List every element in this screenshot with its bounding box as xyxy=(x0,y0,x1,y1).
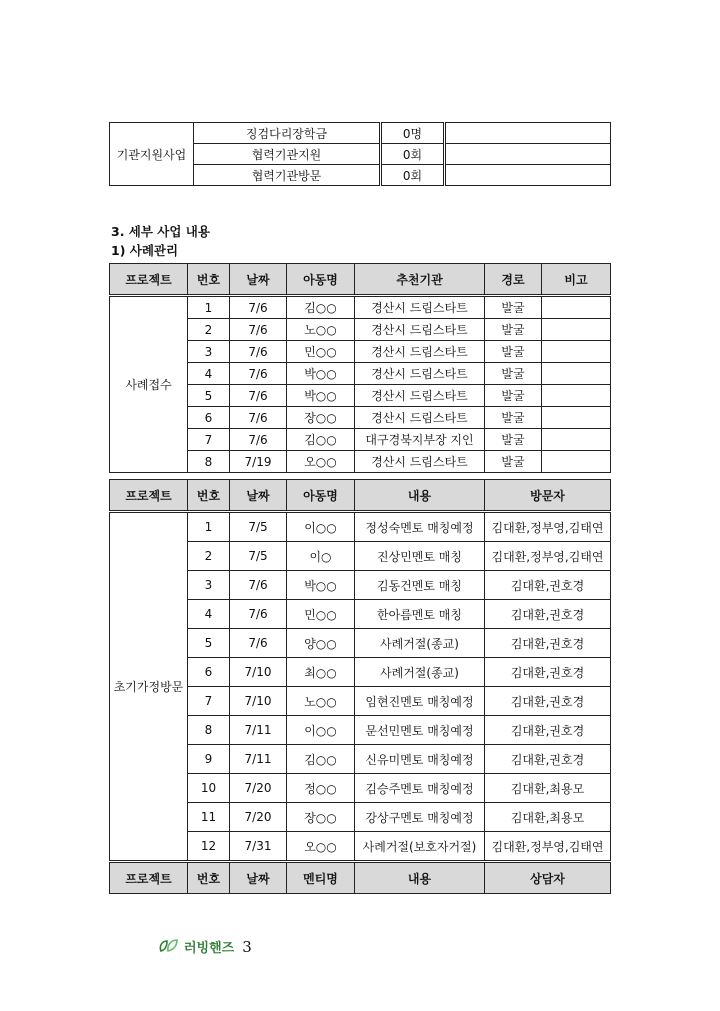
table-cell: 문선민멘토 매칭예정 xyxy=(355,716,485,745)
table-cell: 경산시 드림스타트 xyxy=(355,385,485,407)
table-cell: 7/6 xyxy=(230,296,287,319)
table-cell: 7/6 xyxy=(230,600,287,629)
table-cell: 7/6 xyxy=(230,571,287,600)
support-item: 협력기관지원 xyxy=(194,144,381,165)
table-cell: 7/31 xyxy=(230,832,287,862)
table-cell: 7/19 xyxy=(230,451,287,473)
table-cell: 경산시 드림스타트 xyxy=(355,451,485,473)
table-cell: 3 xyxy=(188,341,230,363)
table-cell: 오○○ xyxy=(287,451,355,473)
support-note xyxy=(445,165,611,186)
support-note xyxy=(445,144,611,165)
page-number: 3 xyxy=(242,937,252,956)
table-cell: 김대환,권호경 xyxy=(485,716,611,745)
loving-hands-leaf-icon xyxy=(158,937,180,956)
table-cell: 7/5 xyxy=(230,542,287,571)
home-visit-table xyxy=(109,479,611,894)
table-cell: 7/6 xyxy=(230,429,287,451)
support-value: 0회 xyxy=(381,165,445,186)
table-cell: 양○○ xyxy=(287,629,355,658)
case-intake-table xyxy=(109,263,611,473)
header-cell: 날짜 xyxy=(230,862,287,894)
table-cell: 최○○ xyxy=(287,658,355,687)
table-cell: 경산시 드림스타트 xyxy=(355,319,485,341)
table-cell: 이○ xyxy=(287,542,355,571)
table-cell: 강상구멘토 매칭예정 xyxy=(355,803,485,832)
table-cell: 경산시 드림스타트 xyxy=(355,407,485,429)
table-cell: 8 xyxy=(188,451,230,473)
table-cell: 발굴 xyxy=(485,363,542,385)
support-value: 0명 xyxy=(381,123,445,144)
header-cell: 프로젝트 xyxy=(110,862,188,894)
header-cell: 번호 xyxy=(188,480,230,512)
table-cell: 2 xyxy=(188,319,230,341)
table-cell: 7/10 xyxy=(230,658,287,687)
table-cell: 김대환,최용모 xyxy=(485,774,611,803)
table-cell: 경산시 드림스타트 xyxy=(355,341,485,363)
table-cell: 1 xyxy=(188,512,230,542)
table-cell: 김동건멘토 매칭 xyxy=(355,571,485,600)
table-cell: 박○○ xyxy=(287,571,355,600)
table-cell: 4 xyxy=(188,363,230,385)
project-group-cell: 초기가정방문 xyxy=(110,512,188,862)
table-cell: 박○○ xyxy=(287,385,355,407)
table-cell: 임현진멘토 매칭예정 xyxy=(355,687,485,716)
table-cell xyxy=(542,385,611,407)
table-cell xyxy=(542,341,611,363)
table-cell: 이○○ xyxy=(287,512,355,542)
support-value: 0회 xyxy=(381,144,445,165)
header-cell: 프로젝트 xyxy=(110,480,188,512)
table-cell: 7/11 xyxy=(230,716,287,745)
table-cell: 9 xyxy=(188,745,230,774)
table-cell xyxy=(542,407,611,429)
support-summary-table xyxy=(109,122,611,186)
table-cell: 노○○ xyxy=(287,319,355,341)
header-cell: 날짜 xyxy=(230,264,287,296)
table-cell: 발굴 xyxy=(485,341,542,363)
table-cell: 오○○ xyxy=(287,832,355,862)
header-cell: 경로 xyxy=(485,264,542,296)
table-cell: 김대환,권호경 xyxy=(485,600,611,629)
table-cell: 김대환,권호경 xyxy=(485,629,611,658)
header-cell: 추천기관 xyxy=(355,264,485,296)
table-cell xyxy=(542,296,611,319)
table-cell: 김승주멘토 매칭예정 xyxy=(355,774,485,803)
section-heading: 3. 세부 사업 내용 xyxy=(111,224,210,239)
table-cell: 7/6 xyxy=(230,407,287,429)
table-cell: 노○○ xyxy=(287,687,355,716)
table-cell: 5 xyxy=(188,385,230,407)
table-cell: 김대환,정부영,김태연 xyxy=(485,832,611,862)
table-cell: 김대환,권호경 xyxy=(485,745,611,774)
header-cell: 내용 xyxy=(355,862,485,894)
table-cell: 7/10 xyxy=(230,687,287,716)
table-cell: 김대환,최용모 xyxy=(485,803,611,832)
header-cell: 번호 xyxy=(188,862,230,894)
header-cell: 내용 xyxy=(355,480,485,512)
support-group-label: 기관지원사업 xyxy=(110,123,194,186)
table-cell: 6 xyxy=(188,658,230,687)
table-cell: 1 xyxy=(188,296,230,319)
table-cell: 박○○ xyxy=(287,363,355,385)
header-cell: 상담자 xyxy=(485,862,611,894)
table-cell: 8 xyxy=(188,716,230,745)
table-cell: 김대환,권호경 xyxy=(485,658,611,687)
footer xyxy=(158,937,252,956)
table-cell: 진상민멘토 매칭 xyxy=(355,542,485,571)
table-cell: 김대환,권호경 xyxy=(485,687,611,716)
table-cell: 정○○ xyxy=(287,774,355,803)
table-cell: 김○○ xyxy=(287,745,355,774)
table-cell: 김대환,정부영,김태연 xyxy=(485,512,611,542)
header-cell: 아동명 xyxy=(287,264,355,296)
table-cell: 사례거절(종교) xyxy=(355,629,485,658)
table-cell: 이○○ xyxy=(287,716,355,745)
project-group-cell: 사례접수 xyxy=(110,296,188,473)
table-row xyxy=(110,512,611,542)
table-cell: 발굴 xyxy=(485,319,542,341)
table-cell: 경산시 드림스타트 xyxy=(355,363,485,385)
header-cell: 방문자 xyxy=(485,480,611,512)
table-cell: 6 xyxy=(188,407,230,429)
header-cell: 번호 xyxy=(188,264,230,296)
table-cell: 발굴 xyxy=(485,385,542,407)
table-cell xyxy=(542,319,611,341)
header-cell: 날짜 xyxy=(230,480,287,512)
brand-name: 러빙핸즈 xyxy=(184,941,235,956)
header-cell: 멘티명 xyxy=(287,862,355,894)
table-cell: 민○○ xyxy=(287,341,355,363)
table-cell: 한아름멘토 매칭 xyxy=(355,600,485,629)
mentor-header-row xyxy=(110,862,611,894)
header-cell: 비고 xyxy=(542,264,611,296)
table-cell: 장○○ xyxy=(287,803,355,832)
support-note xyxy=(445,123,611,144)
table-cell: 김○○ xyxy=(287,429,355,451)
table-cell: 5 xyxy=(188,629,230,658)
table-cell: 정성숙멘토 매칭예정 xyxy=(355,512,485,542)
table-cell: 7/6 xyxy=(230,629,287,658)
table-cell: 발굴 xyxy=(485,296,542,319)
table-row xyxy=(110,296,611,319)
table-cell: 7/11 xyxy=(230,745,287,774)
table-cell: 경산시 드림스타트 xyxy=(355,296,485,319)
table-cell: 7 xyxy=(188,429,230,451)
table-cell: 7/5 xyxy=(230,512,287,542)
table-cell: 신유미멘토 매칭예정 xyxy=(355,745,485,774)
table-cell: 장○○ xyxy=(287,407,355,429)
table-cell: 발굴 xyxy=(485,429,542,451)
table-cell: 사례거절(종교) xyxy=(355,658,485,687)
table-cell: 11 xyxy=(188,803,230,832)
support-item: 징검다리장학금 xyxy=(194,123,381,144)
table-cell: 대구경북지부장 지인 xyxy=(355,429,485,451)
table-cell: 발굴 xyxy=(485,451,542,473)
table-cell: 사례거절(보호자거절) xyxy=(355,832,485,862)
support-item: 협력기관방문 xyxy=(194,165,381,186)
table-cell: 7/20 xyxy=(230,774,287,803)
table-cell: 12 xyxy=(188,832,230,862)
table-cell: 7/6 xyxy=(230,363,287,385)
table-cell: 7/6 xyxy=(230,385,287,407)
table-cell: 발굴 xyxy=(485,407,542,429)
table-cell: 김○○ xyxy=(287,296,355,319)
table-cell xyxy=(542,363,611,385)
table-cell: 7/20 xyxy=(230,803,287,832)
subsection-heading: 1) 사례관리 xyxy=(111,243,179,258)
table-cell xyxy=(542,451,611,473)
table-cell: 4 xyxy=(188,600,230,629)
table-cell: 2 xyxy=(188,542,230,571)
table-cell: 김대환,권호경 xyxy=(485,571,611,600)
table-cell: 7 xyxy=(188,687,230,716)
table-cell: 10 xyxy=(188,774,230,803)
table-cell xyxy=(542,429,611,451)
table-cell: 민○○ xyxy=(287,600,355,629)
header-cell: 프로젝트 xyxy=(110,264,188,296)
header-cell: 아동명 xyxy=(287,480,355,512)
table-cell: 7/6 xyxy=(230,341,287,363)
table-cell: 김대환,정부영,김태연 xyxy=(485,542,611,571)
table-cell: 3 xyxy=(188,571,230,600)
table-cell: 7/6 xyxy=(230,319,287,341)
